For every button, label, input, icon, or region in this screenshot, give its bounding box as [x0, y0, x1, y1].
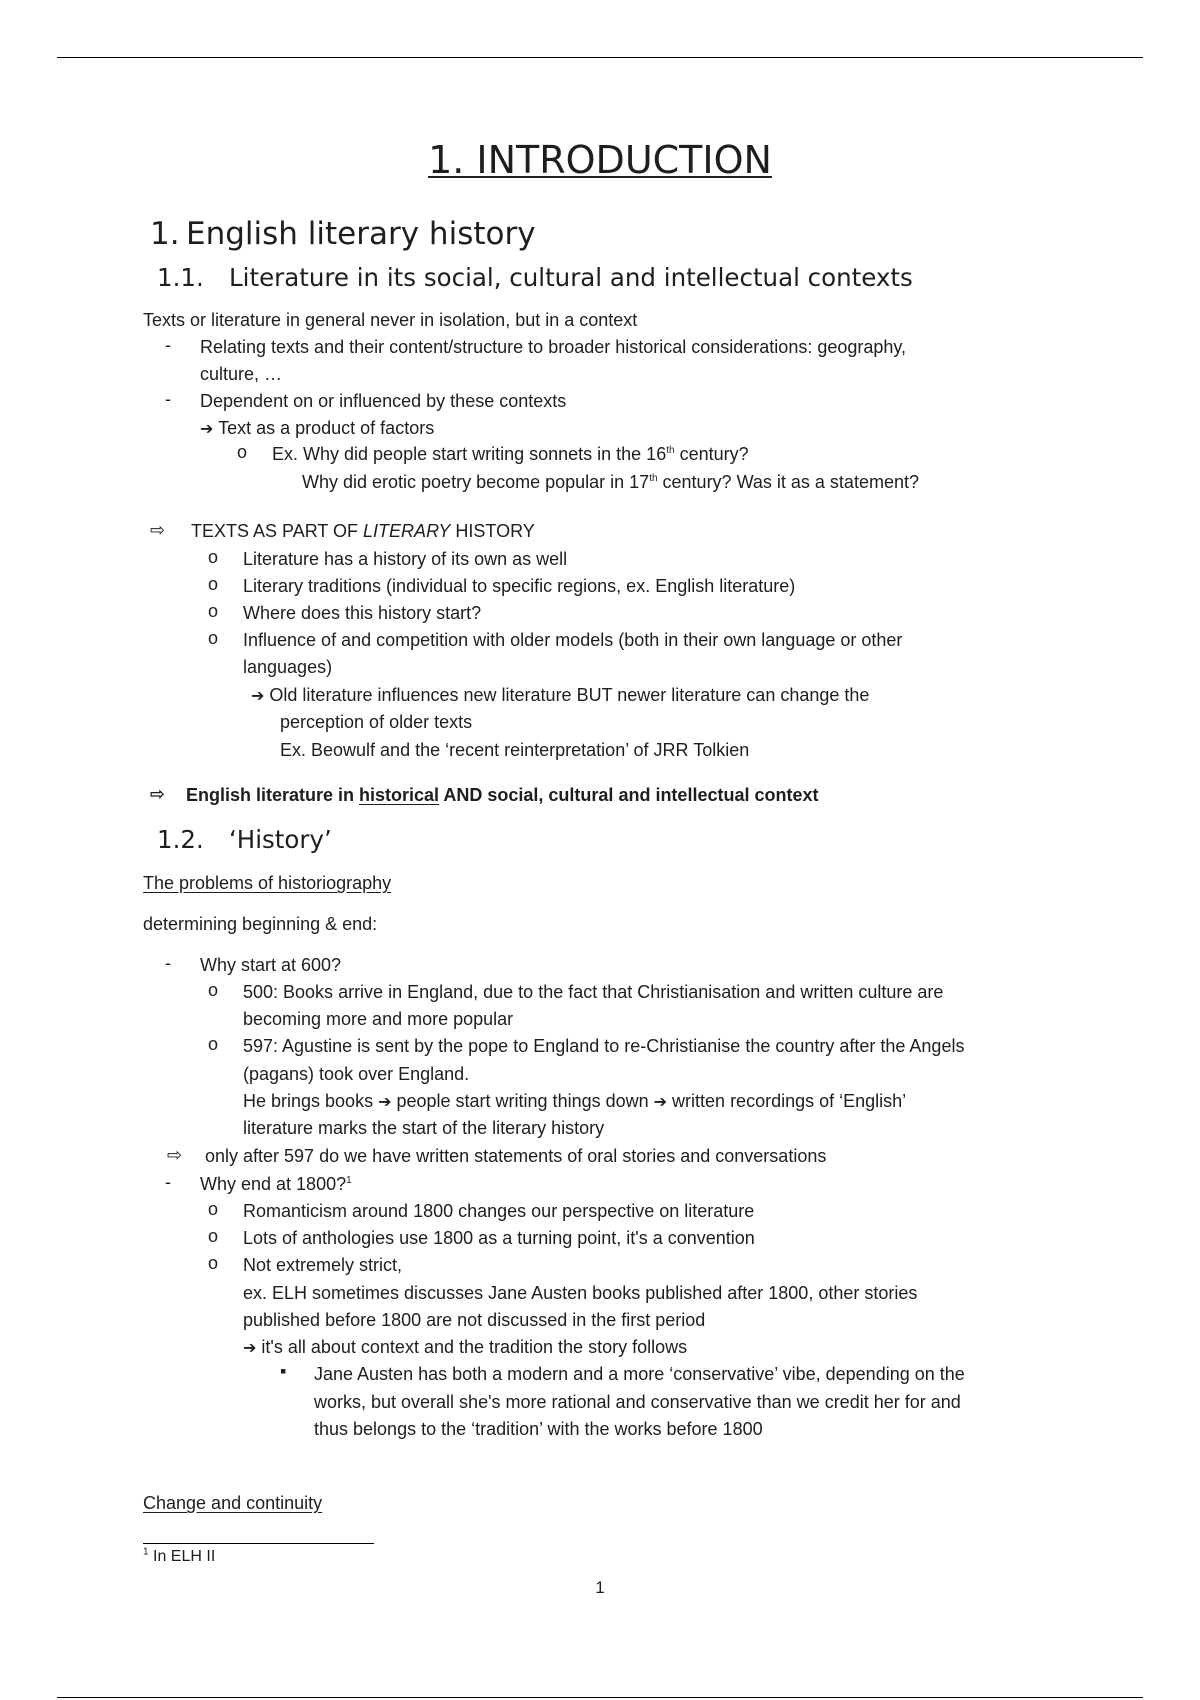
- determining-text: determining beginning & end:: [143, 914, 378, 934]
- arrow-icon: ➔: [653, 1094, 668, 1111]
- arrow-icon: ➔: [200, 421, 214, 438]
- literary-history-heading: TEXTS AS PART OF LITERARY HISTORY: [191, 521, 535, 541]
- section-1-heading: [150, 216, 536, 252]
- circle-bullet-icon: o: [208, 980, 219, 1000]
- circle-bullet-icon: o: [208, 1253, 219, 1273]
- dash-icon: -: [165, 335, 171, 355]
- double-arrow-icon: ⇨: [167, 1145, 183, 1165]
- arrow-old-literature: ➔ Old literature influences new literature BUT newer literature can change the: [251, 685, 870, 705]
- footer-rule: [57, 1697, 1143, 1698]
- footnote-reference: 1: [346, 1175, 352, 1186]
- bullet-relating-line2: culture, …: [200, 364, 283, 384]
- point-jane-austen-line3: thus belongs to the ‘tradition’ with the works before 1800: [314, 1419, 763, 1439]
- subheading-historiography: The problems of historiography: [143, 873, 392, 893]
- point-jane-austen-line2: works, but overall she's more rational and conservative than we credit her for and: [314, 1392, 961, 1412]
- point-not-strict-example-line2: published before 1800 are not discussed in the first period: [243, 1310, 706, 1330]
- bullet-relating-line1: Relating texts and their content/structure to broader historical considerations: geography,: [200, 337, 907, 357]
- section-1-2-number: 1.2.: [157, 825, 204, 854]
- footnote-text: In ELH II: [148, 1548, 216, 1565]
- point-literary-traditions: Literary traditions (individual to specific regions, ex. English literature): [243, 576, 796, 596]
- point-jane-austen-line1: Jane Austen has both a modern and a more ‘conservative’ vibe, depending on the: [314, 1364, 965, 1384]
- point-597-line1: 597: Agustine is sent by the pope to England to re-Christianise the country after the Angels: [243, 1036, 965, 1056]
- example-erotic-poetry: Why did erotic poetry become popular in 17th century? Was it as a statement?: [302, 472, 919, 492]
- example-beowulf: Ex. Beowulf and the ‘recent reinterpretation’ of JRR Tolkien: [280, 740, 750, 760]
- square-bullet-icon: ▪: [280, 1361, 287, 1381]
- bullet-dependent: Dependent on or influenced by these contexts: [200, 391, 567, 411]
- section-1-1-number: 1.1.: [157, 263, 204, 292]
- circle-bullet-icon: o: [208, 1034, 219, 1054]
- dash-icon: -: [165, 389, 171, 409]
- circle-bullet-icon: o: [208, 1226, 219, 1246]
- double-arrow-icon: ⇨: [150, 520, 166, 540]
- arrow-old-literature-line2: perception of older texts: [280, 712, 473, 732]
- circle-bullet-icon: o: [208, 547, 219, 567]
- point-not-strict-example-line1: ex. ELH sometimes discusses Jane Austen books published after 1800, other stories: [243, 1283, 918, 1303]
- header-rule: [57, 57, 1143, 58]
- circle-bullet-icon: o: [208, 574, 219, 594]
- intro-text: Texts or literature in general never in isolation, but in a context: [143, 310, 638, 330]
- only-after-597: only after 597 do we have written statements of oral stories and conversations: [205, 1146, 827, 1166]
- arrow-icon: ➔: [378, 1094, 392, 1111]
- page-title: 1. INTRODUCTION: [428, 138, 772, 182]
- point-500-line2: becoming more and more popular: [243, 1009, 514, 1029]
- circle-bullet-icon: o: [237, 442, 248, 462]
- section-1-2-title: ‘History’: [229, 825, 332, 854]
- circle-bullet-icon: o: [208, 601, 219, 621]
- why-start-600: Why start at 600?: [200, 955, 342, 975]
- arrow-text-product: ➔ Text as a product of factors: [200, 418, 435, 438]
- point-romanticism: Romanticism around 1800 changes our perspective on literature: [243, 1201, 755, 1221]
- dash-icon: -: [165, 1172, 171, 1192]
- section-1-1-heading: [157, 263, 913, 292]
- circle-bullet-icon: o: [208, 628, 219, 648]
- section-1-1-title: Literature in its social, cultural and intellectual contexts: [229, 263, 913, 292]
- point-597-line3: He brings books ➔ people start writing things down ➔ written recordings of ‘English’: [243, 1091, 907, 1111]
- point-influence-line1: Influence of and competition with older models (both in their own language or other: [243, 630, 903, 650]
- point-597-line2: (pagans) took over England.: [243, 1064, 470, 1084]
- section-1-title: English literary history: [186, 216, 536, 252]
- point-not-strict: Not extremely strict,: [243, 1255, 403, 1275]
- circle-bullet-icon: o: [208, 1199, 219, 1219]
- point-where-start: Where does this history start?: [243, 603, 482, 623]
- arrow-context-tradition: ➔ it's all about context and the tradition the story follows: [243, 1337, 688, 1357]
- point-own-history: Literature has a history of its own as well: [243, 549, 568, 569]
- conclusion-statement: English literature in historical AND social, cultural and intellectual context: [186, 785, 819, 805]
- example-sonnets: Ex. Why did people start writing sonnets in the 16th century?: [272, 444, 749, 464]
- point-influence-line2: languages): [243, 657, 333, 677]
- section-1-number: 1.: [150, 216, 180, 252]
- point-500-line1: 500: Books arrive in England, due to the fact that Christianisation and written culture are: [243, 982, 944, 1002]
- why-end-1800: Why end at 1800?$^1$: [200, 1174, 352, 1194]
- section-1-2-heading: [157, 825, 332, 854]
- point-597-line4: literature marks the start of the literary history: [243, 1118, 605, 1138]
- footnote-mark: 1: [143, 1546, 149, 1558]
- point-anthologies: Lots of anthologies use 1800 as a turning point, it's a convention: [243, 1228, 755, 1248]
- footnote-rule: [143, 1543, 374, 1544]
- double-arrow-icon: ⇨: [150, 784, 166, 804]
- dash-icon: -: [165, 953, 171, 973]
- footnote: [143, 1548, 215, 1566]
- subheading-change-continuity: Change and continuity: [143, 1493, 323, 1513]
- arrow-icon: ➔: [243, 1340, 257, 1357]
- arrow-icon: ➔: [251, 688, 265, 705]
- page-number: 1: [595, 1578, 605, 1597]
